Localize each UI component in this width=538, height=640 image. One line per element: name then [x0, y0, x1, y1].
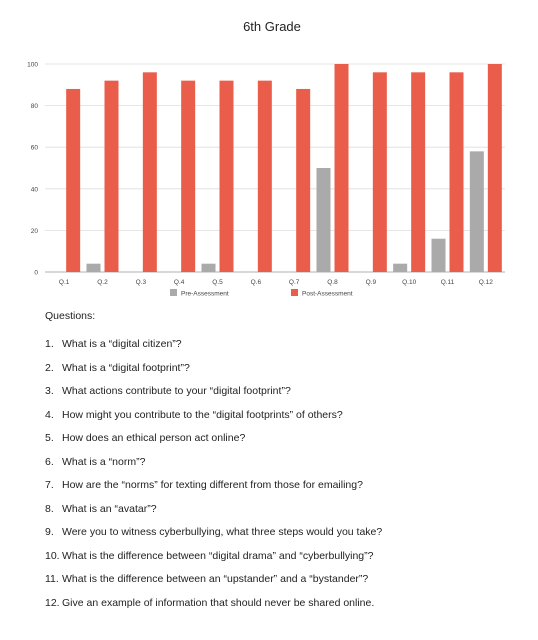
bar-post-assessment [296, 89, 310, 272]
question-text: What is a “norm”? [62, 455, 146, 468]
y-tick-label: 100 [27, 61, 38, 69]
question-item [45, 408, 525, 432]
questions-list [45, 337, 525, 619]
bar-post-assessment [105, 81, 119, 272]
question-text: What is an “avatar”? [62, 502, 157, 515]
question-item [45, 596, 525, 620]
question-item [45, 549, 525, 573]
bar-post-assessment [258, 81, 272, 272]
question-number: 8. [45, 502, 54, 515]
bars [66, 64, 502, 272]
y-tick-label: 80 [30, 103, 38, 111]
y-tick-label: 40 [30, 186, 38, 194]
x-tick-label: Q.12 [478, 279, 493, 286]
bar-pre-assessment [202, 264, 216, 272]
x-tick-label: Q.1 [58, 279, 70, 286]
legend-swatch [170, 289, 177, 296]
x-tick-label: Q.4 [173, 279, 185, 286]
chart-container [0, 0, 538, 300]
bar-pre-assessment [317, 168, 331, 272]
bar-pre-assessment [87, 264, 101, 272]
question-number: 2. [45, 361, 54, 374]
bar-post-assessment [66, 89, 80, 272]
question-number: 5. [45, 432, 54, 444]
question-text: Were you to witness cyberbullying, what three steps would you take? [62, 526, 383, 538]
question-number: 3. [45, 385, 54, 397]
bar-post-assessment [335, 64, 349, 272]
question-item [45, 525, 525, 549]
question-item [45, 478, 525, 502]
x-tick-label: Q.3 [135, 279, 147, 286]
y-tick-label: 20 [30, 227, 38, 235]
question-text: How might you contribute to the “digital footprints” of others? [62, 408, 343, 421]
question-number: 11. [45, 573, 59, 585]
bar-post-assessment [411, 72, 425, 272]
x-tick-label: Q.9 [365, 279, 377, 286]
bar-post-assessment [143, 72, 157, 272]
y-tick-label: 0 [34, 269, 38, 277]
bar-pre-assessment [470, 151, 484, 272]
bar-post-assessment [450, 72, 464, 272]
bar-pre-assessment [393, 264, 407, 272]
bar-pre-assessment [432, 239, 446, 272]
question-number: 7. [45, 479, 54, 491]
question-text: What is a “digital footprint”? [62, 361, 190, 374]
y-tick-label: 60 [30, 144, 38, 152]
question-text: Give an example of information that should never be shared online. [62, 596, 375, 609]
x-tick-label: Q.10 [402, 279, 417, 286]
question-text: How are the “norms” for texting different from those for emailing? [62, 479, 363, 491]
chart-title: 6th Grade [243, 19, 301, 34]
question-number: 1. [45, 338, 54, 350]
x-tick-label: Q.8 [327, 279, 338, 286]
x-tick-label: Q.7 [288, 279, 300, 286]
question-text: What is the difference between an “upstander” and a “bystander”? [62, 573, 369, 585]
legend [170, 289, 353, 298]
x-tick-label: Q.6 [250, 279, 262, 286]
legend-label: Post-Assessment [302, 290, 353, 298]
legend-label: Pre-Assessment [181, 290, 229, 298]
questions-heading: Questions: [45, 310, 96, 322]
bar-post-assessment [373, 72, 387, 272]
question-item [45, 361, 525, 385]
question-item [45, 502, 525, 526]
bar-post-assessment [220, 81, 234, 272]
question-text: What actions contribute to your “digital footprint”? [62, 385, 291, 397]
question-number: 10. [45, 549, 60, 562]
questions-section [45, 310, 525, 619]
x-tick-label: Q.5 [212, 279, 223, 286]
x-tick-label: Q.2 [97, 279, 108, 286]
bar-chart [0, 0, 538, 300]
question-item [45, 431, 525, 455]
question-number: 12. [45, 596, 60, 609]
question-text: What is the difference between “digital drama” and “cyberbullying”? [62, 549, 374, 562]
question-number: 6. [45, 455, 54, 468]
question-item [45, 337, 525, 361]
x-tick-label: Q.11 [440, 279, 455, 286]
question-number: 9. [45, 526, 54, 538]
question-number: 4. [45, 408, 54, 421]
question-item [45, 384, 525, 408]
y-axis-ticks [27, 62, 38, 277]
question-item [45, 572, 525, 596]
bar-post-assessment [488, 64, 502, 272]
legend-swatch [291, 289, 298, 296]
question-text: How does an ethical person act online? [62, 432, 246, 444]
question-text: What is a “digital citizen”? [62, 338, 182, 350]
x-axis-ticks [59, 279, 493, 286]
question-item [45, 455, 525, 479]
bar-post-assessment [181, 81, 195, 272]
